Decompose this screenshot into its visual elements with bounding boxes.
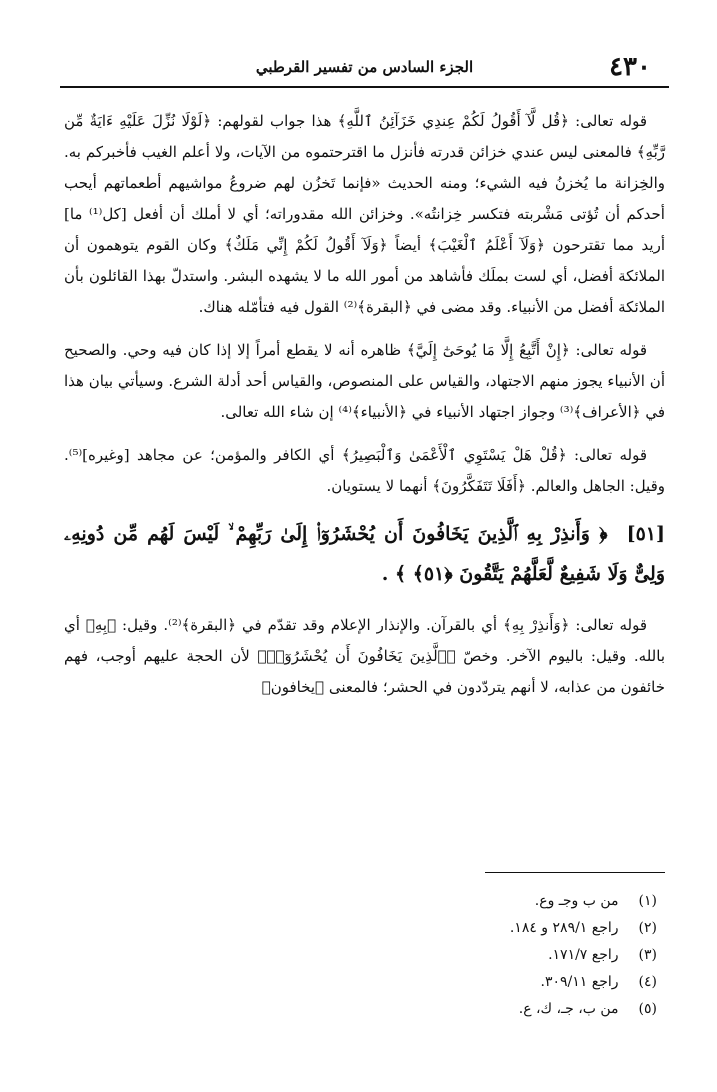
header-rule <box>60 86 669 88</box>
footnote-text: من ب، جـ، ك، ع. <box>518 1001 619 1017</box>
page-number: ٤٣٠ <box>609 52 651 82</box>
footnote-3 <box>200 942 657 969</box>
footnote-5 <box>200 996 657 1023</box>
footnote-text: راجع ٢٨٩/١ و ١٨٤. <box>509 920 619 936</box>
paragraph-4: قوله تعالى: ﴿وَأَنذِرْ بِهِ﴾ أي بالقرآن. والإنذار الإعلام وقد تقدّم في ﴿البقرة﴾⁽²⁾. وقيل: ﴿بِهِ﴾ أي بالله. وقيل: باليوم الآخر. وخصّ ﴿ٱلَّذِينَ يَخَافُونَ أَن يُحْشَرُوٓا۟﴾ لأن الحجة عليهم أوجب، فهم خائفون من عذابه، لا أنهم يتردّدون في الحشر؛ فالمعنى ﴿يخافون﴾ <box>64 616 665 696</box>
paragraph-2: قوله تعالى: ﴿إِنْ أَتَّبِعُ إِلَّا مَا يُوحَىٰٓ إِلَيَّ﴾ ظاهره أنه لا يقطع أمراً إلا إذا كان فيه وحي. والصحيح أن الأنبياء يجوز منهم الاجتهاد، والقياس على المنصوص، والقياس أحد أدلة الشرع. وسيأتي بيان هذا في ﴿الأعراف﴾⁽³⁾ وجواز اجتهاد الأنبياء في ﴿الأنبياء﴾⁽⁴⁾ إن شاء الله تعالى. <box>64 341 665 421</box>
footnotes <box>200 888 657 1023</box>
verse-text: ﴿ وَأَنذِرْ بِهِ ٱلَّذِينَ يَخَافُونَ أَن يُحْشَرُوٓا۟ إِلَىٰ رَبِّهِمْ ۙ لَيْسَ لَهُم مِّن دُونِهِۦ وَلِىٌّ وَلَا شَفِيعٌ لَّعَلَّهُمْ يَتَّقُونَ ﴿٥١﴾ ﴾ . <box>64 523 665 585</box>
footnote-2 <box>200 915 657 942</box>
footnote-number: (٤) <box>638 974 657 990</box>
footnote-text: راجع ١٧١/٧. <box>548 947 619 963</box>
verse-number: [٥١] <box>626 523 665 545</box>
footnote-number: (٢) <box>638 920 657 936</box>
paragraph-1: قوله تعالى: ﴿قُل لَّآ أَقُولُ لَكُمْ عِندِي خَزَآئِنُ ٱللَّهِ﴾ هذا جواب لقولهم: ﴿لَوْلَا نُزِّلَ عَلَيْهِ ءَايَةٌ مِّن رَّبِّهِ﴾ فالمعنى ليس عندي خزائن قدرته فأنزل ما اقترحتموه من الآيات، ولا أعلم الغيب فأخبركم به. والخِزانة ما يُخزنُ فيه الشيء؛ ومنه الحديث «فإنما تَخزُن لهم ضروعُ مواشيهم أطعماتهم أيحب أحدكم أن تُؤتى مَشْربته فتكسر خِزانتُه». وخزائن الله مقدوراته؛ أي لا أملك أن أفعل [كل⁽¹⁾ ما] أريد مما تقترحون ﴿وَلَآ أَعْلَمُ ٱلْغَيْبَ﴾ أيضاً ﴿وَلَآ أَقُولُ لَكُمْ إِنِّي مَلَكٌ﴾ وكان القوم يتوهمون أن الملائكة أفضل، أي لست بملَك فأشاهد من أمور الله ما لا يشهده البشر. واستدلّ بهذا القائلون بأن الملائكة أفضل من الأنبياء. وقد مضى في ﴿البقرة﴾⁽²⁾ القول فيه فتأمّله هناك. <box>64 112 665 316</box>
page-header <box>60 48 669 88</box>
paragraph-3: قوله تعالى: ﴿قُلْ هَلْ يَسْتَوِي ٱلْأَعْمَىٰ وَٱلْبَصِيرُ﴾ أي الكافر والمؤمن؛ عن مجاهد [وغيره]⁽⁵⁾. وقيل: الجاهل والعالم. ﴿أَفَلَا تَتَفَكَّرُونَ﴾ أنهما لا يستويان. <box>64 446 665 495</box>
footnote-text: من ب وجـ وع. <box>534 893 619 909</box>
footnote-text: راجع ٣٠٩/١١. <box>540 974 619 990</box>
footnote-rule <box>485 872 665 873</box>
footnote-number: (٥) <box>638 1001 657 1017</box>
footnote-4 <box>200 969 657 996</box>
main-text <box>64 106 665 715</box>
footnote-1 <box>200 888 657 915</box>
running-title: الجزء السادس من تفسير القرطبي <box>255 58 474 76</box>
quran-verse-block <box>64 514 665 594</box>
footnote-number: (٣) <box>638 947 657 963</box>
footnote-number: (١) <box>638 893 657 909</box>
